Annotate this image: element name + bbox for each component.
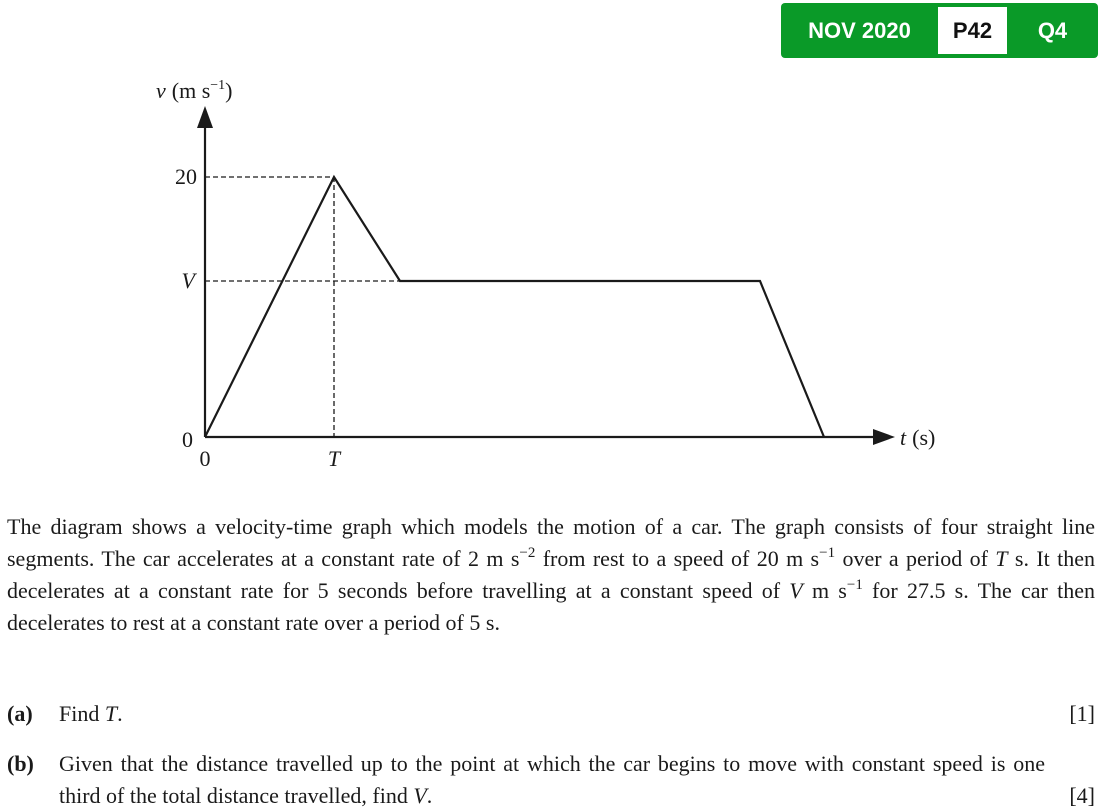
velocity-profile-line (205, 177, 824, 437)
y-axis-arrow-icon (197, 106, 213, 128)
part-a-marks: [1] (1069, 701, 1095, 726)
exam-reference-badge (781, 3, 1098, 58)
question-part-a (7, 698, 1095, 730)
question-label: Q4 (1037, 18, 1068, 43)
y-tick-0: 0 (182, 427, 193, 452)
part-b-marks: [4] (1069, 783, 1095, 808)
x-axis-label: t (s) (900, 425, 936, 450)
part-b-label: (b) (7, 751, 34, 776)
x-tick-T: T (327, 446, 341, 471)
velocity-time-graph (0, 60, 1000, 480)
part-a-label: (a) (7, 701, 33, 726)
y-axis-label: v (m $s^{-1}$) (156, 78, 233, 103)
y-tick-20: 20 (175, 164, 197, 189)
session-label: NOV 2020 (808, 18, 911, 43)
question-paragraph: The diagram shows a velocity-time graph which models the motion of a car. The graph consists of four straight line segments. The car accelerates at a constant rate of 2 m $s^{-2}$ from rest to a speed of 20 m $s^{-1}$ over a period of T s. It then decelerates at a constant rate for 5 seconds before travelling at a constant speed of V m $s^{-1}$ for 27.5 s. The car then decelerates to rest at a constant rate over a period of 5 s. (7, 514, 1095, 635)
paper-label: P42 (938, 7, 1007, 54)
y-tick-V: V (181, 268, 195, 293)
part-b-text: Given that the distance travelled up to the point at which the car begins to move with constant speed is one third of the total distance travelled, find V. (59, 751, 1045, 808)
part-a-text: Find T. (59, 701, 123, 726)
question-part-b (7, 748, 1095, 812)
x-tick-0: 0 (199, 446, 211, 471)
x-axis-arrow-icon (873, 429, 895, 445)
